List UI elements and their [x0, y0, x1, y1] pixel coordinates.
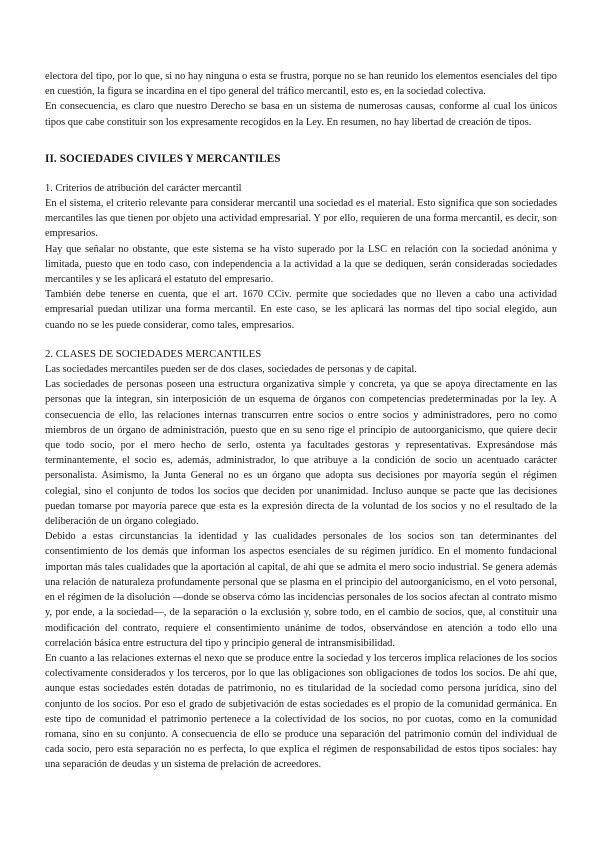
- document-body: [45, 69, 557, 773]
- subsection-1-title: 1. Criterios de atribución del carácter mercantil: [45, 182, 242, 194]
- intro-paragraph-2: En consecuencia, es claro que nuestro Derecho se basa en un sistema de numerosas causas, conforme al cual los únicos tipos que cabe constituir son los expresamente recogidos en la Ley. En resumen, no hay libertad de creación de tipos.: [45, 101, 557, 128]
- subsection-2-paragraph-3: Debido a estas circunstancias la identidad y las cualidades personales de los socios son tan determinantes del consentimiento de los demás que informan los aspectos esenciales de su régimen jurídico. En el momento fundacional importan más tales cualidades que la aportación al capital, de ahí que se admita el mero socio industrial. Se genera además una relación de naturaleza profundamente personal que se plasma en el principio del autoorganicismo, en el voto personal, en el régimen de la disolución —donde se observa cómo las incidencias personales de los socios afectan al contrato mismo y, por ende, a la sociedad—, de la separación o la exclusión y, sobre todo, en el cambio de socios, que, al constituir una modificación del contrato, requiere el consentimiento unánime de todos, observándose en atención a todo ello una correlación básica entre estructura del tipo y principio general de intransmisibilidad.: [45, 531, 557, 649]
- subsection-2-title: 2. CLASES DE SOCIEDADES MERCANTILES: [45, 347, 262, 360]
- section-heading: II. SOCIEDADES CIVILES Y MERCANTILES: [45, 152, 281, 165]
- subsection-1-paragraph-1: En el sistema, el criterio relevante para considerar mercantil una sociedad es el material. Esto significa que son sociedades mercantiles las que tienen por objeto una actividad empresarial. Y por ello, requieren de una forma mercantil, es decir, son empresarios.: [45, 198, 557, 240]
- subsection-1-paragraph-3: También debe tenerse en cuenta, que el art. 1670 CCiv. permite que sociedades que no lleven a cabo una actividad empresarial puedan utilizar una forma mercantil. En este caso, se les aplicará las normas del tipo social elegido, aun cuando no se les puede considerar, como tales, empresarios.: [45, 289, 557, 331]
- subsection-1-paragraph-2: Hay que señalar no obstante, que este sistema se ha visto superado por la LSC en relación con la sociedad anónima y limitada, puesto que en todo caso, con independencia a la actividad a la que se dediquen, serán consideradas sociedades mercantiles y se les aplicará el estatuto del empresario.: [45, 243, 557, 286]
- subsection-2-paragraph-2: Las sociedades de personas poseen una estructura organizativa simple y concreta, ya que se apoya directamente en las personas que la integran, sin interposición de un esquema de órganos con competencias predeterminadas por la ley. A consecuencia de ello, las relaciones internas transcurren entre socios o entre socios y administradores, pero no como miembros de un órgano de administración, puesto que en su seno rige el principio de autoorganicismo, que quiere decir que todo socio, por el mero hecho de serlo, ostenta ya facultades gestoras y representativas. Expresándose más terminantemente, el socio es, además, administrador, lo que atribuye a la condición de socio un acentuado carácter personalista. Asimismo, la Junta General no es un órgano que adopta sus decisiones por mayoría según el régimen colegial, sino el conjunto de todos los socios que deciden por unanimidad. Incluso aunque se pacte que las decisiones puedan tomarse por mayoría parece que esta es la expresión directa de la voluntad de los socios y no el resultado de la deliberación de un órgano colegiado.: [45, 379, 557, 528]
- subsection-2-paragraph-1: Las sociedades mercantiles pueden ser de dos clases, sociedades de personas y de capital.: [45, 364, 417, 376]
- subsection-2-paragraph-4: En cuanto a las relaciones externas el nexo que se produce entre la sociedad y los terceros implica relaciones de los socios colectivamente considerados y los terceros, por lo que las obligaciones son obligaciones de todos los socios. De ahí que, aunque estas sociedades estén dotadas de patrimonio, no es titularidad de la sociedad como persona jurídica, sino del conjunto de los socios. Por eso el grado de subjetivación de estas sociedades es el propio de la comunidad germánica. En este tipo de comunidad el patrimonio pertenece a la colectividad de los socios, no por cuotas, como en la comunidad romana, sino en su conjunto. A consecuencia de ello se produce una separación del patrimonio común del individual de cada socio, pero esta separación no es perfecta, lo que explica el régimen de responsabilidad de estos tipos sociales: hay una separación de deudas y un sistema de prelación de acreedores.: [45, 652, 557, 771]
- intro-paragraph-1: electora del tipo, por lo que, si no hay ninguna o esta se frustra, porque no se han reunido los elementos esenciales del tipo en cuestión, la figura se incardina en el tipo general del tráfico mercantil, esto es, en la sociedad colectiva.: [45, 71, 557, 98]
